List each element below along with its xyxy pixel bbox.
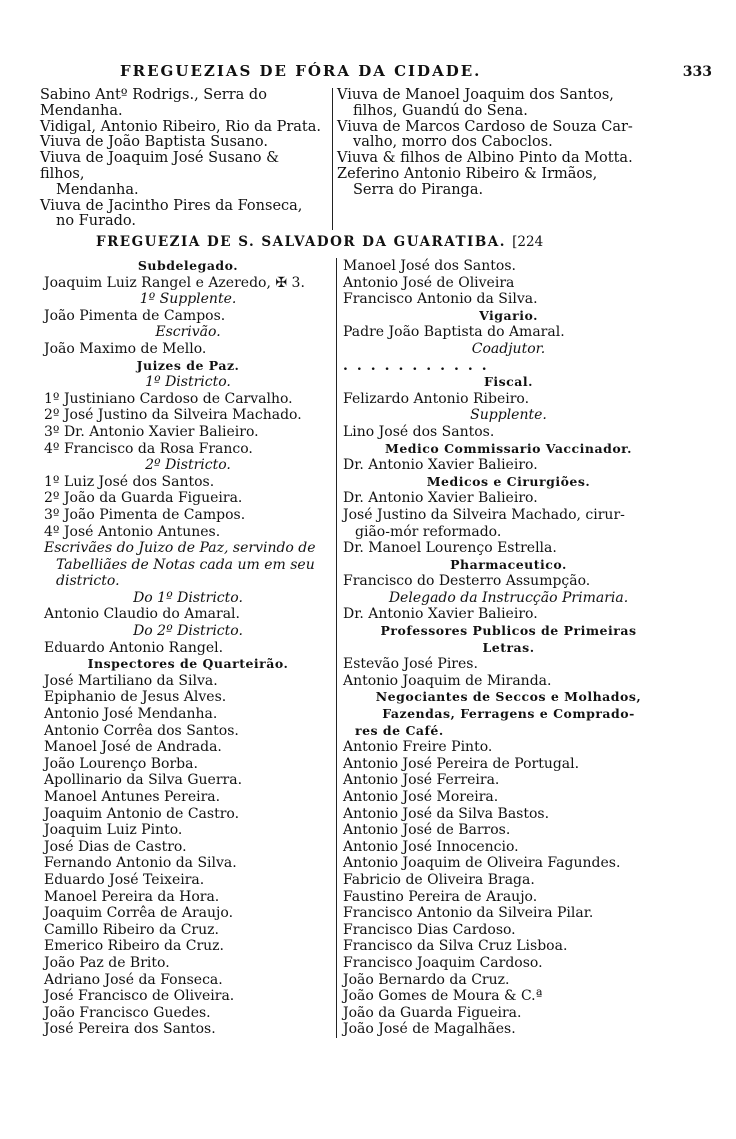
heading-do-districto-2: Do 2º Districto. [133, 623, 243, 640]
list-item: Antonio José Ferreira. [343, 772, 500, 789]
list-item: João Lourenço Borba. [44, 755, 198, 772]
list-item: João José de Magalhães. [343, 1021, 516, 1038]
top-block [40, 88, 672, 230]
list-item: Manoel José de Andrada. [44, 739, 222, 756]
list-item: Padre João Baptista do Amaral. [343, 324, 565, 341]
list-item: 1º Luiz José dos Santos. [44, 473, 215, 490]
list-item: João Bernardo da Cruz. [343, 971, 510, 988]
list-item: 2º José Justino da Silveira Machado. [44, 407, 302, 424]
list-item: Joaquim Antonio de Castro. [44, 805, 240, 822]
list-item: Epiphanio de Jesus Alves. [44, 689, 227, 706]
heading-vigario: Vigario. [479, 307, 538, 323]
heading-inspectores: Inspectores de Quarteirão. [87, 656, 289, 672]
heading-fiscal: Fiscal. [484, 374, 533, 390]
heading-medicos: Medicos e Cirurgiões. [426, 473, 591, 489]
running-title: FREGUEZIAS DE FÓRA DA CIDADE. [120, 62, 482, 80]
list-item: Viuva & filhos de Albino Pinto da Motta. [337, 150, 633, 167]
heading-supplente: 1º Supplente. [139, 291, 237, 308]
list-item: João Francisco Guedes. [44, 1004, 211, 1021]
list-item: Adriano José da Fonseca. [44, 971, 223, 988]
list-item: Dr. Manoel Lourenço Estrella. [343, 540, 557, 557]
list-item: João Pimenta de Campos. [44, 307, 226, 324]
list-item: Francisco do Desterro Assumpção. [343, 573, 591, 590]
heading-do-districto-1: Do 1º Districto. [133, 589, 243, 606]
list-item: Eduardo José Teixeira. [44, 871, 205, 888]
heading-coadjutor: Coadjutor. [471, 340, 546, 357]
heading-fiscal-supplente: Supplente. [470, 407, 547, 424]
left-column [44, 258, 337, 1038]
list-item: José Francisco de Oliveira. [44, 988, 235, 1005]
list-item: Joaquim Luiz Rangel e Azeredo, ✠ 3. [44, 274, 305, 291]
heading-pharmaceutico: Pharmaceutico. [450, 556, 567, 572]
list-item: Francisco Antonio da Silva. [343, 291, 538, 308]
list-item: 4º José Antonio Antunes. [44, 523, 221, 540]
list-item: Viuva de Marcos Cardoso de Souza Car- valho, morro dos Caboclos. [337, 118, 633, 151]
top-right-column [333, 88, 672, 230]
list-item: Fernando Antonio da Silva. [44, 855, 237, 872]
list-item: Manoel Antunes Pereira. [44, 789, 221, 805]
heading-vaccinador: Medico Commissario Vaccinador. [385, 440, 632, 456]
list-item: João Maximo de Mello. [44, 340, 207, 357]
top-left-column [40, 88, 333, 230]
right-column [337, 258, 674, 1038]
list-item: Antonio Joaquim de Oliveira Fagundes. [343, 855, 621, 872]
list-item: Antonio Claudio do Amaral. [44, 606, 240, 623]
list-item: Antonio José Innocencio. [343, 838, 519, 855]
list-item: 1º Justiniano Cardoso de Carvalho. [44, 390, 293, 407]
list-item: Sabino Antº Rodrigs., Serra do Mendanha. [40, 87, 267, 119]
list-item: Joaquim Luiz Pinto. [44, 822, 183, 839]
list-item: João Paz de Brito. [44, 954, 170, 971]
list-item: 2º João da Guarda Figueira. [44, 490, 243, 507]
list-item: 4º Francisco da Rosa Franco. [44, 440, 253, 457]
list-item: Zeferino Antonio Ribeiro & Irmãos, Serra do Piranga. [337, 165, 598, 198]
list-item: Antonio José de Barros. [343, 822, 511, 839]
list-item: Antonio José da Silva Bastos. [343, 805, 550, 822]
list-item: 3º Dr. Antonio Xavier Balieiro. [44, 423, 259, 440]
list-item: Vidigal, Antonio Ribeiro, Rio da Prata. [40, 118, 322, 135]
escrivaes-note: Escrivães do Juizo de Paz, servindo de Tabelliães de Notas cada um em seu districto. [44, 540, 316, 590]
list-item: José Martiliano da Silva. [44, 672, 218, 689]
list-item: Emerico Ribeiro da Cruz. [44, 938, 224, 955]
list-item: Eduardo Antonio Rangel. [44, 639, 224, 656]
list-item: Dr. Antonio Xavier Balieiro. [343, 490, 538, 507]
heading-professores: Professores Publicos de Primeiras Letras. [380, 623, 637, 655]
list-item: José Dias de Castro. [44, 838, 187, 855]
list-item: Felizardo Antonio Ribeiro. [343, 390, 530, 407]
section-title: FREGUEZIA DE S. SALVADOR DA GUARATIBA. [224 [96, 234, 544, 250]
running-head [40, 62, 712, 80]
list-item: Apollinario da Silva Guerra. [44, 772, 243, 789]
list-item: 3º João Pimenta de Campos. [44, 506, 246, 523]
dot-leader: ........... [343, 357, 496, 374]
list-item: Camillo Ribeiro da Cruz. [44, 921, 219, 938]
list-item: Viuva de João Baptista Susano. [40, 134, 268, 151]
list-item: José Pereira dos Santos. [44, 1021, 216, 1038]
list-item: Antonio Freire Pinto. [343, 739, 493, 756]
heading-negociantes: Negociantes de Seccos e Molhados, Fazendas, Ferragens e Comprado- res de Café. [355, 689, 642, 738]
list-item: Lino José dos Santos. [343, 423, 495, 440]
list-item: Antonio José Moreira. [343, 789, 499, 805]
list-item: Faustino Pereira de Araujo. [343, 888, 538, 905]
list-item: Antonio José Pereira de Portugal. [343, 755, 580, 772]
list-item: Fabricio de Oliveira Braga. [343, 871, 535, 888]
list-item: Estevão José Pires. [343, 656, 478, 673]
list-item: Francisco Antonio da Silveira Pilar. [343, 905, 594, 922]
list-item: José Justino da Silveira Machado, cirur- gião-mór reformado. [343, 506, 625, 540]
list-item: Viuva de Joaquim José Susano & filhos, Mendanha. [40, 150, 280, 198]
list-item: Viuva de Jacintho Pires da Fonseca, no Furado. [40, 197, 303, 230]
section-number: [224 [512, 234, 544, 250]
heading-subdelegado: Subdelegado. [137, 258, 239, 273]
page-number: 333 [682, 64, 712, 80]
list-item: Manoel Pereira da Hora. [44, 888, 220, 905]
list-item: Manoel José dos Santos. [343, 258, 516, 274]
list-item: Francisco da Silva Cruz Lisboa. [343, 938, 568, 955]
list-item: Antonio José Mendanha. [44, 706, 218, 723]
list-item: Dr. Antonio Xavier Balieiro. [343, 606, 538, 623]
heading-delegado: Delegado da Instrucção Primaria. [388, 589, 629, 606]
list-item: Viuva de Manoel Joaquim dos Santos, filhos, Guandú do Sena. [337, 87, 614, 119]
list-item: Antonio Corrêa dos Santos. [44, 722, 239, 739]
list-item: Antonio José de Oliveira [343, 274, 515, 291]
heading-districto-2: 2º Districto. [145, 457, 231, 474]
main-listing [44, 258, 674, 1038]
heading-juizes: Juizes de Paz. [136, 357, 240, 373]
list-item: Francisco Dias Cardoso. [343, 921, 516, 938]
list-item: Francisco Joaquim Cardoso. [343, 954, 543, 971]
list-item: João da Guarda Figueira. [343, 1004, 522, 1021]
heading-districto-1: 1º Districto. [145, 374, 231, 391]
heading-escrivao: Escrivão. [155, 324, 221, 341]
list-item: Joaquim Corrêa de Araujo. [44, 905, 234, 922]
list-item: Dr. Antonio Xavier Balieiro. [343, 457, 538, 474]
list-item: João Gomes de Moura & C.ª [343, 988, 543, 1005]
list-item: Antonio Joaquim de Miranda. [343, 672, 552, 689]
